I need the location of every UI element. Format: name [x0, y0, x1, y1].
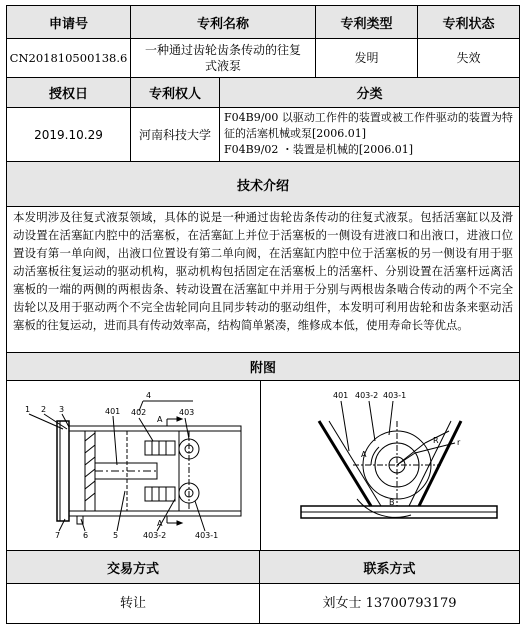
figure-right	[261, 381, 519, 550]
fig-right-label-403-1: 403-1	[383, 391, 407, 400]
header-patent-name: 专利名称	[131, 6, 316, 38]
classification-line-1: F04B9/00 以驱动工作件的装置或被工作件驱动的装置为特征的活塞机械或泵[2006.01]	[224, 111, 513, 140]
patent-type-value: 发明	[316, 39, 418, 77]
drawing-row	[7, 381, 519, 551]
header-row-1	[7, 6, 519, 39]
fig-left-label-402: 402	[131, 408, 147, 417]
value-row-3	[7, 584, 519, 623]
figure-left	[7, 381, 260, 550]
header-contact: 联系方式	[260, 551, 519, 583]
fig-left-label-401: 401	[105, 407, 121, 416]
header-classification: 分类	[220, 78, 519, 107]
patentee-value: 河南科技大学	[131, 108, 220, 161]
tech-intro-header: 技术介绍	[7, 162, 519, 207]
fig-left-label-3: 3	[59, 405, 65, 414]
header-patent-status: 专利状态	[418, 6, 519, 38]
classification-line-2: F04B9/02 ・装置是机械的[2006.01]	[224, 143, 413, 156]
fig-right-label-403-2: 403-2	[355, 391, 379, 400]
header-row-3	[7, 551, 519, 584]
gear-detail-figure	[261, 381, 519, 551]
abstract-text: 本发明涉及往复式液泵领域，具体的说是一种通过齿轮齿条传动的往复式液泵。包括活塞缸以及滑动设置在活塞缸内腔中的活塞板，在活塞缸上并位于活塞板的一侧设有进液口和出液口，进液口位置设有第一单向阀，出液口位置设有第二单向阀，在活塞缸内腔中位于活塞板的另一侧设有用于驱动活塞板往复运动的驱动机构，驱动机构包括固定在活塞板上的活塞杆、分别设置在活塞杆远离活塞板的一端的两侧的两根齿条、转动设置在活塞缸中并用于分别与两根齿条啮合传动的两个不完全齿轮以及用于驱动两个不完全齿轮同向且同步转动的驱动组件，本发明可利用齿轮和齿条来驱动活塞板的往复运动，进而具有传动效率高，结构简单紧凑，维修成本低，使用寿命长等优点。	[7, 207, 519, 353]
header-patentee: 专利权人	[131, 78, 220, 107]
fig-left-label-7: 7	[55, 531, 61, 540]
pump-sectional-figure	[7, 381, 260, 551]
fig-right-label-b: B	[389, 498, 395, 507]
fig-left-label-6: 6	[83, 531, 89, 540]
fig-left-label-403: 403	[179, 408, 195, 417]
application-no-value: CN201810500138.6	[7, 39, 131, 77]
fig-right-label-r-big: R	[433, 436, 439, 445]
fig-left-label-403-2: 403-2	[143, 531, 167, 540]
fig-right-label-401: 401	[333, 391, 349, 400]
fig-left-label-1: 1	[25, 405, 31, 414]
header-grant-date: 授权日	[7, 78, 131, 107]
header-application-no: 申请号	[7, 6, 131, 38]
fig-left-label-4: 4	[146, 391, 152, 400]
classification-value	[220, 108, 519, 161]
fig-left-label-403-1: 403-1	[195, 531, 219, 540]
fig-right-label-r-small: r	[457, 438, 461, 447]
fig-left-label-2: 2	[41, 405, 47, 414]
value-row-2	[7, 108, 519, 162]
value-row-1	[7, 39, 519, 78]
patent-name-value: 一种通过齿轮齿条传动的往复式液泵	[131, 39, 316, 77]
header-row-2	[7, 78, 519, 108]
fig-left-label-a-top: A	[157, 415, 163, 424]
fig-right-label-a: A	[361, 450, 367, 459]
patent-sheet	[6, 5, 520, 624]
contact-value: 刘女士 13700793179	[322, 595, 457, 611]
fig-left-label-5: 5	[113, 531, 119, 540]
patent-status-value: 失效	[456, 51, 481, 65]
fig-left-label-a-bottom: A	[157, 519, 163, 528]
header-patent-type: 专利类型	[316, 6, 418, 38]
trade-method-value: 转让	[7, 584, 260, 623]
header-trade-method: 交易方式	[7, 551, 260, 583]
drawing-header: 附图	[7, 353, 519, 381]
grant-date-value: 2019.10.29	[7, 108, 131, 161]
